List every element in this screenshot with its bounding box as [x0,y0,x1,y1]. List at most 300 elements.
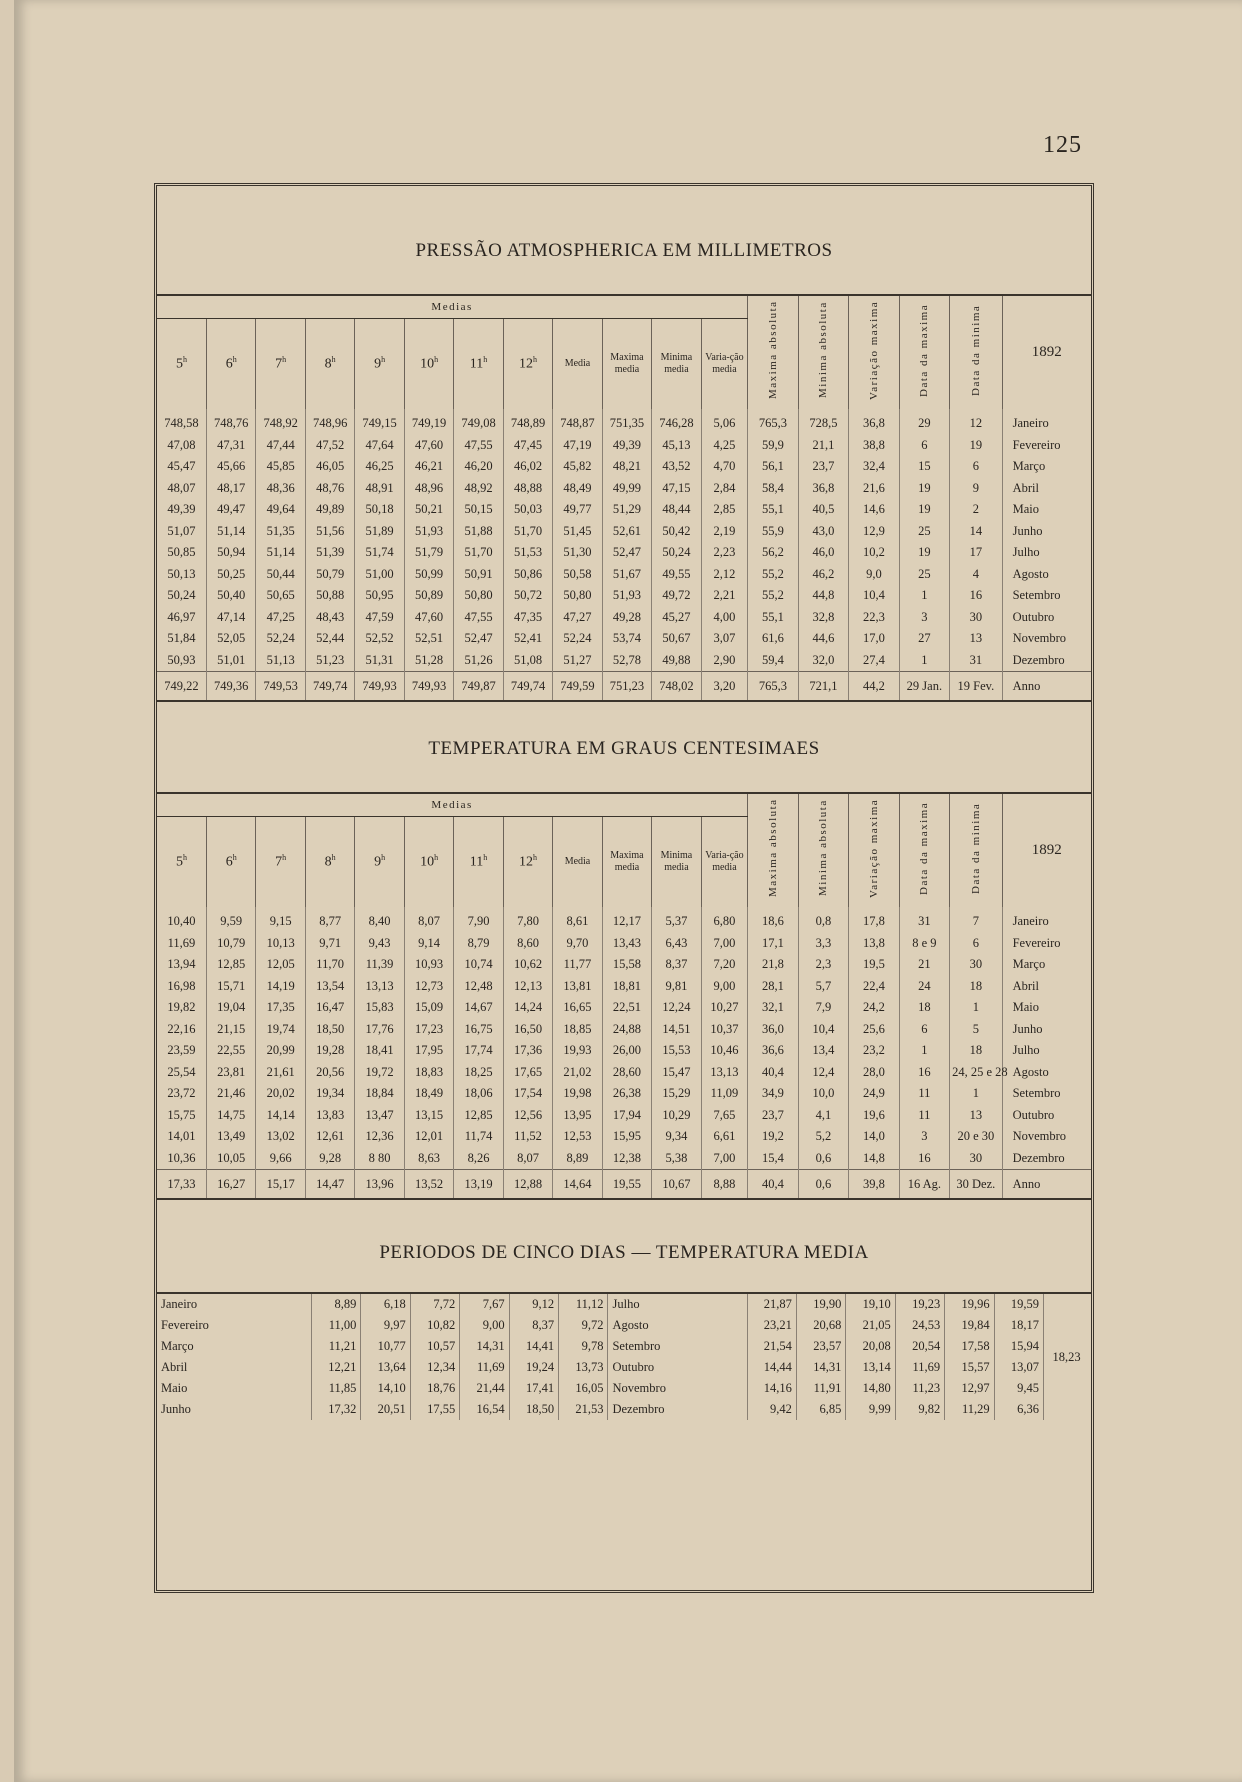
table-cell: 3,20 [701,672,748,702]
table-cell: 15,53 [652,1040,701,1062]
table-cell: 49,77 [553,499,602,521]
table-cell: 16,75 [454,1019,503,1041]
table-cell: 6,43 [652,933,701,955]
hour-header: 7$^h$ [256,319,305,410]
table-cell: 50,80 [454,585,503,607]
table-row [157,478,1091,500]
table-cell: 47,08 [167,437,196,452]
table-cell: 11,69 [167,935,196,950]
table-cell: 19,10 [846,1293,895,1315]
table-cell: 51,89 [355,521,404,543]
table-cell: 50,88 [305,585,354,607]
col-minima-media: Minima media [652,319,701,410]
table-cell: 9,12 [509,1293,558,1315]
table-cell: 47,55 [454,607,503,629]
table-cell: 8 80 [355,1148,404,1170]
table-cell: 45,27 [652,607,701,629]
table-cell: 19,82 [167,1000,196,1014]
table-cell: 6 [899,1019,949,1041]
table-cell: 10,37 [701,1019,748,1041]
table-cell: 13,64 [361,1357,410,1378]
table-cell: 11,12 [559,1293,608,1315]
table-cell: 746,28 [652,409,701,435]
table-cell: 47,35 [503,607,552,629]
table-cell: 21,02 [553,1062,602,1084]
table-cell: 49,28 [602,607,651,629]
table-cell: 9,14 [404,933,453,955]
table-cell: 19 [899,499,949,521]
table-cell: 19,28 [305,1040,354,1062]
table-cell: 46,05 [305,456,354,478]
table-cell: 9,72 [559,1315,608,1336]
table-cell: 10,79 [206,933,255,955]
table-cell: 51,00 [355,564,404,586]
table-cell: 1 [950,1083,1002,1105]
table-cell: 55,9 [748,521,798,543]
table-cell: 2,85 [701,499,748,521]
table-cell: 48,43 [305,607,354,629]
table-cell: 15,17 [256,1170,305,1200]
col-media: Media [553,817,602,908]
table-cell: 24,88 [602,1019,651,1041]
hour-header: 5$^h$ [175,355,187,372]
table-cell: 14,51 [652,1019,701,1041]
table-cell: 43,0 [798,521,848,543]
month-label: Novembro [608,1378,747,1399]
annual-mean: 18,23 [1044,1293,1091,1420]
table-cell: 50,67 [652,628,701,650]
table-cell: 14,14 [256,1105,305,1127]
table-cell: 14 [950,521,1002,543]
table-cell: 9,0 [849,564,899,586]
table-cell: 53,74 [602,628,651,650]
table-cell: 10,13 [256,933,305,955]
table-cell: 17,58 [945,1336,994,1357]
table-cell: 19,72 [355,1062,404,1084]
table-cell: 749,36 [206,672,255,702]
table-cell: 2,21 [701,585,748,607]
table-cell: 31 [899,907,949,933]
table-cell: 26,00 [602,1040,651,1062]
table-cell: 17,65 [503,1062,552,1084]
col-var-max: Variação maxima [849,295,899,409]
table-cell: 14,8 [849,1148,899,1170]
table-cell: 28,1 [748,976,798,998]
table-cell: 11,74 [454,1126,503,1148]
table-cell: 43,52 [652,456,701,478]
table-cell: 17,32 [311,1399,360,1420]
table-cell: 12,97 [945,1378,994,1399]
table-cell: 6 [950,933,1002,955]
table-cell: 9,71 [305,933,354,955]
table-cell: 13,81 [553,976,602,998]
table-cell: 6 [899,435,949,457]
table-cell: 8,07 [503,1148,552,1170]
table-cell: 46,02 [503,456,552,478]
table-cell: 11,39 [355,954,404,976]
col-maxima-media: Maxima media [602,319,651,410]
table-cell: 17,1 [748,933,798,955]
period-row [157,1336,1091,1357]
table-cell: 11,69 [460,1357,509,1378]
table-cell: 749,93 [404,672,453,702]
table-cell: 36,6 [748,1040,798,1062]
table-cell: 52,51 [404,628,453,650]
table-cell: 21,46 [206,1083,255,1105]
table-cell: 10,67 [652,1170,701,1200]
table-cell: 23,7 [748,1105,798,1127]
table-cell: 14,01 [167,1129,196,1143]
table-cell: 16,27 [206,1170,255,1200]
table-cell: 44,6 [798,628,848,650]
table-cell: 52,24 [256,628,305,650]
table-cell: 23,81 [206,1062,255,1084]
month-label: Abril [1002,478,1091,500]
table-cell: 23,59 [167,1043,196,1057]
table-cell: 47,27 [553,607,602,629]
col-max-abs: Maxima absoluta [748,793,798,907]
table-cell: 48,07 [167,480,196,495]
table-cell: 15,58 [602,954,651,976]
table-cell: 11,23 [895,1378,944,1399]
table-cell: 19,24 [509,1357,558,1378]
table-cell: 7,80 [503,907,552,933]
table-cell: 12,85 [206,954,255,976]
table-cell: 40,4 [748,1170,798,1200]
hour-header: 9$^h$ [355,817,404,908]
table-cell: 2,12 [701,564,748,586]
year-row [157,672,1091,702]
table-cell: 9,28 [305,1148,354,1170]
table-cell: 12,21 [311,1357,360,1378]
table-cell: 14,80 [846,1378,895,1399]
period-row [157,1293,1091,1315]
table-cell: 22,4 [849,976,899,998]
table-cell: 14,67 [454,997,503,1019]
table-cell: 749,74 [305,672,354,702]
table-cell: 3,07 [701,628,748,650]
table-cell: 12 [950,409,1002,435]
table-cell: 0,6 [798,1170,848,1200]
table-cell: 3,3 [798,933,848,955]
table-cell: 748,87 [553,409,602,435]
table-row [157,1083,1091,1105]
table-cell: 13,13 [355,976,404,998]
table-cell: 51,14 [206,521,255,543]
table-cell: 50,79 [305,564,354,586]
table-cell: 17,36 [503,1040,552,1062]
month-label: Agosto [608,1315,747,1336]
col-variacao-media: Varia-ção media [701,817,748,908]
month-label: Junho [161,1402,191,1416]
table-cell: 20,56 [305,1062,354,1084]
table-cell: 12,9 [849,521,899,543]
table-cell: 19,5 [849,954,899,976]
table-cell: 13,15 [404,1105,453,1127]
month-label: Setembro [608,1336,747,1357]
medias-header: Medias [157,295,748,319]
table-row [157,409,1091,435]
table-cell: 44,2 [849,672,899,702]
col-media: Media [553,319,602,410]
table-cell: 39,8 [849,1170,899,1200]
table-cell: 21 [899,954,949,976]
hour-header: 10$^h$ [404,319,453,410]
table-cell: 10,4 [849,585,899,607]
table-cell: 17,35 [256,997,305,1019]
table-cell: 20,51 [361,1399,410,1420]
table-cell: 10,74 [454,954,503,976]
table-cell: 44,8 [798,585,848,607]
col-variacao-media: Varia-ção media [701,319,748,410]
table-cell: 32,8 [798,607,848,629]
table-row [157,933,1091,955]
table-cell: 8,37 [652,954,701,976]
table-cell: 19,84 [945,1315,994,1336]
table-cell: 18,81 [602,976,651,998]
table-cell: 17,41 [509,1378,558,1399]
table-cell: 10,62 [503,954,552,976]
table-cell: 50,42 [652,521,701,543]
table-cell: 20,68 [796,1315,845,1336]
table-cell: 2,19 [701,521,748,543]
month-label: Agosto [1002,564,1091,586]
table-cell: 749,22 [157,672,206,702]
table-cell: 30 Dez. [950,1170,1002,1200]
month-label: Junho [1002,1019,1091,1041]
table-cell: 10,29 [652,1105,701,1127]
table-cell: 51,23 [305,650,354,672]
table-cell: 13,94 [167,957,196,971]
table-cell: 51,08 [503,650,552,672]
table-cell: 47,60 [404,435,453,457]
hour-header: 8$^h$ [305,817,354,908]
table-cell: 19 [899,478,949,500]
table-cell: 23,21 [747,1315,796,1336]
table-cell: 748,58 [164,416,199,430]
table-cell: 47,44 [256,435,305,457]
table-row [157,1040,1091,1062]
table-cell: 13,96 [355,1170,404,1200]
table-cell: 51,70 [503,521,552,543]
month-label: Fevereiro [1002,435,1091,457]
hour-header: 6$^h$ [206,319,255,410]
table-cell: 50,13 [167,566,196,581]
table-row [157,521,1091,543]
table-cell: 12,56 [503,1105,552,1127]
table-cell: 22,51 [602,997,651,1019]
table-cell: 28,0 [849,1062,899,1084]
col-min-abs: Minima absoluta [798,793,848,907]
table-cell: 47,60 [404,607,453,629]
hour-header: 8$^h$ [305,319,354,410]
table-cell: 13,19 [454,1170,503,1200]
table-cell: 45,85 [256,456,305,478]
table-cell: 19,74 [256,1019,305,1041]
table-cell: 47,19 [553,435,602,457]
table-cell: 48,21 [602,456,651,478]
table-cell: 13 [950,628,1002,650]
table-cell: 19 [899,542,949,564]
month-label: Dezembro [608,1399,747,1420]
table-cell: 11,70 [305,954,354,976]
table-cell: 48,91 [355,478,404,500]
table-cell: 49,39 [602,435,651,457]
table-row [157,499,1091,521]
table-cell: 11 [899,1105,949,1127]
table-cell: 21,54 [747,1336,796,1357]
col-max-abs: Maxima absoluta [748,295,798,409]
month-label: Outubro [1002,607,1091,629]
table-cell: 749,93 [355,672,404,702]
table-cell: 11,77 [553,954,602,976]
month-label: Setembro [1002,585,1091,607]
table-cell: 6,80 [701,907,748,933]
table-cell: 12,01 [404,1126,453,1148]
table-cell: 47,25 [256,607,305,629]
table-cell: 46,0 [798,542,848,564]
table-cell: 749,53 [256,672,305,702]
month-label: Julho [608,1293,747,1315]
month-label: Maio [161,1381,188,1395]
period-row [157,1399,1091,1420]
table-cell: 48,76 [305,478,354,500]
table-cell: 56,1 [748,456,798,478]
table-cell: 51,84 [167,631,196,645]
table-cell: 15,09 [404,997,453,1019]
table-cell: 6,18 [361,1293,410,1315]
table-cell: 8,88 [701,1170,748,1200]
table-cell: 17,55 [410,1399,459,1420]
table-cell: 47,59 [355,607,404,629]
table-cell: 2,90 [701,650,748,672]
col-maxima-media: Maxima media [602,817,651,908]
table-cell: 16 Ag. [899,1170,949,1200]
table-cell: 23,7 [798,456,848,478]
table-cell: 13,49 [206,1126,255,1148]
period-row [157,1315,1091,1336]
table-cell: 47,52 [305,435,354,457]
table-cell: 51,45 [553,521,602,543]
table-cell: 50,15 [454,499,503,521]
table-cell: 9,45 [994,1378,1043,1399]
table-cell: 48,36 [256,478,305,500]
table-cell: 11 [899,1083,949,1105]
table-cell: 10,36 [167,1150,196,1165]
table-cell: 51,93 [404,521,453,543]
table-cell: 50,03 [503,499,552,521]
table-cell: 45,82 [553,456,602,478]
table-row [157,564,1091,586]
period-row [157,1378,1091,1399]
table-cell: 18,41 [355,1040,404,1062]
month-label: Maio [1002,997,1091,1019]
table-cell: 8,26 [454,1148,503,1170]
table-cell: 15,83 [355,997,404,1019]
temperature-body [157,907,1091,1199]
table-cell: 12,05 [256,954,305,976]
month-label: Outubro [608,1357,747,1378]
table-cell: 19,96 [945,1293,994,1315]
table-cell: 51,74 [355,542,404,564]
table-cell: 765,3 [748,409,798,435]
table-cell: 12,61 [305,1126,354,1148]
table-cell: 15,95 [602,1126,651,1148]
table-cell: 3 [899,607,949,629]
table-cell: 19,59 [994,1293,1043,1315]
table-cell: 19,98 [553,1083,602,1105]
table-cell: 9,97 [361,1315,410,1336]
table-cell: 17,74 [454,1040,503,1062]
table-cell: 9,43 [355,933,404,955]
table-cell: 749,19 [404,409,453,435]
table-cell: 50,44 [256,564,305,586]
table-cell: 5 [950,1019,1002,1041]
table-cell: 51,13 [256,650,305,672]
table-cell: 50,65 [256,585,305,607]
table-cell: 51,30 [553,542,602,564]
table-cell: 15,4 [748,1148,798,1170]
table-cell: 25,6 [849,1019,899,1041]
table-cell: 50,89 [404,585,453,607]
table-cell: 46,97 [167,609,196,624]
table-cell: 58,4 [748,478,798,500]
table-cell: 48,92 [454,478,503,500]
col-data-min: Data da minima [950,295,1002,409]
month-label: Setembro [1002,1083,1091,1105]
table-cell: 18,17 [994,1315,1043,1336]
table-cell: 12,24 [652,997,701,1019]
table-cell: 48,17 [206,478,255,500]
table-cell: 10,27 [701,997,748,1019]
table-cell: 8,89 [553,1148,602,1170]
table-cell: 14,6 [849,499,899,521]
table-cell: 18,84 [355,1083,404,1105]
table-cell: 14,44 [747,1357,796,1378]
tables-frame [154,183,1094,1593]
table-cell: 50,25 [206,564,255,586]
table-cell: 18,83 [404,1062,453,1084]
period-row [157,1357,1091,1378]
table-cell: 13,43 [602,933,651,955]
table-row [157,976,1091,998]
table-cell: 25,54 [167,1064,196,1079]
table-cell: 7,00 [701,1148,748,1170]
table-cell: 51,70 [454,542,503,564]
table-cell: 48,44 [652,499,701,521]
table-cell: 47,15 [652,478,701,500]
table-cell: 47,64 [355,435,404,457]
hour-header: 9$^h$ [355,319,404,410]
table-cell: 21,87 [747,1293,796,1315]
month-label: Dezembro [1002,650,1091,672]
table-cell: 47,45 [503,435,552,457]
table-cell: 50,93 [167,652,196,667]
month-label: Janeiro [1002,907,1091,933]
table-cell: 49,47 [206,499,255,521]
table-cell: 10,77 [361,1336,410,1357]
table-cell: 29 Jan. [899,672,949,702]
table-cell: 23,2 [849,1040,899,1062]
table-cell: 51,29 [602,499,651,521]
table-cell: 748,96 [305,409,354,435]
hour-header: 11$^h$ [454,817,503,908]
table-cell: 13,73 [559,1357,608,1378]
table-cell: 12,88 [503,1170,552,1200]
table-cell: 20,54 [895,1336,944,1357]
table-cell: 8,37 [509,1315,558,1336]
table-cell: 22,55 [206,1040,255,1062]
